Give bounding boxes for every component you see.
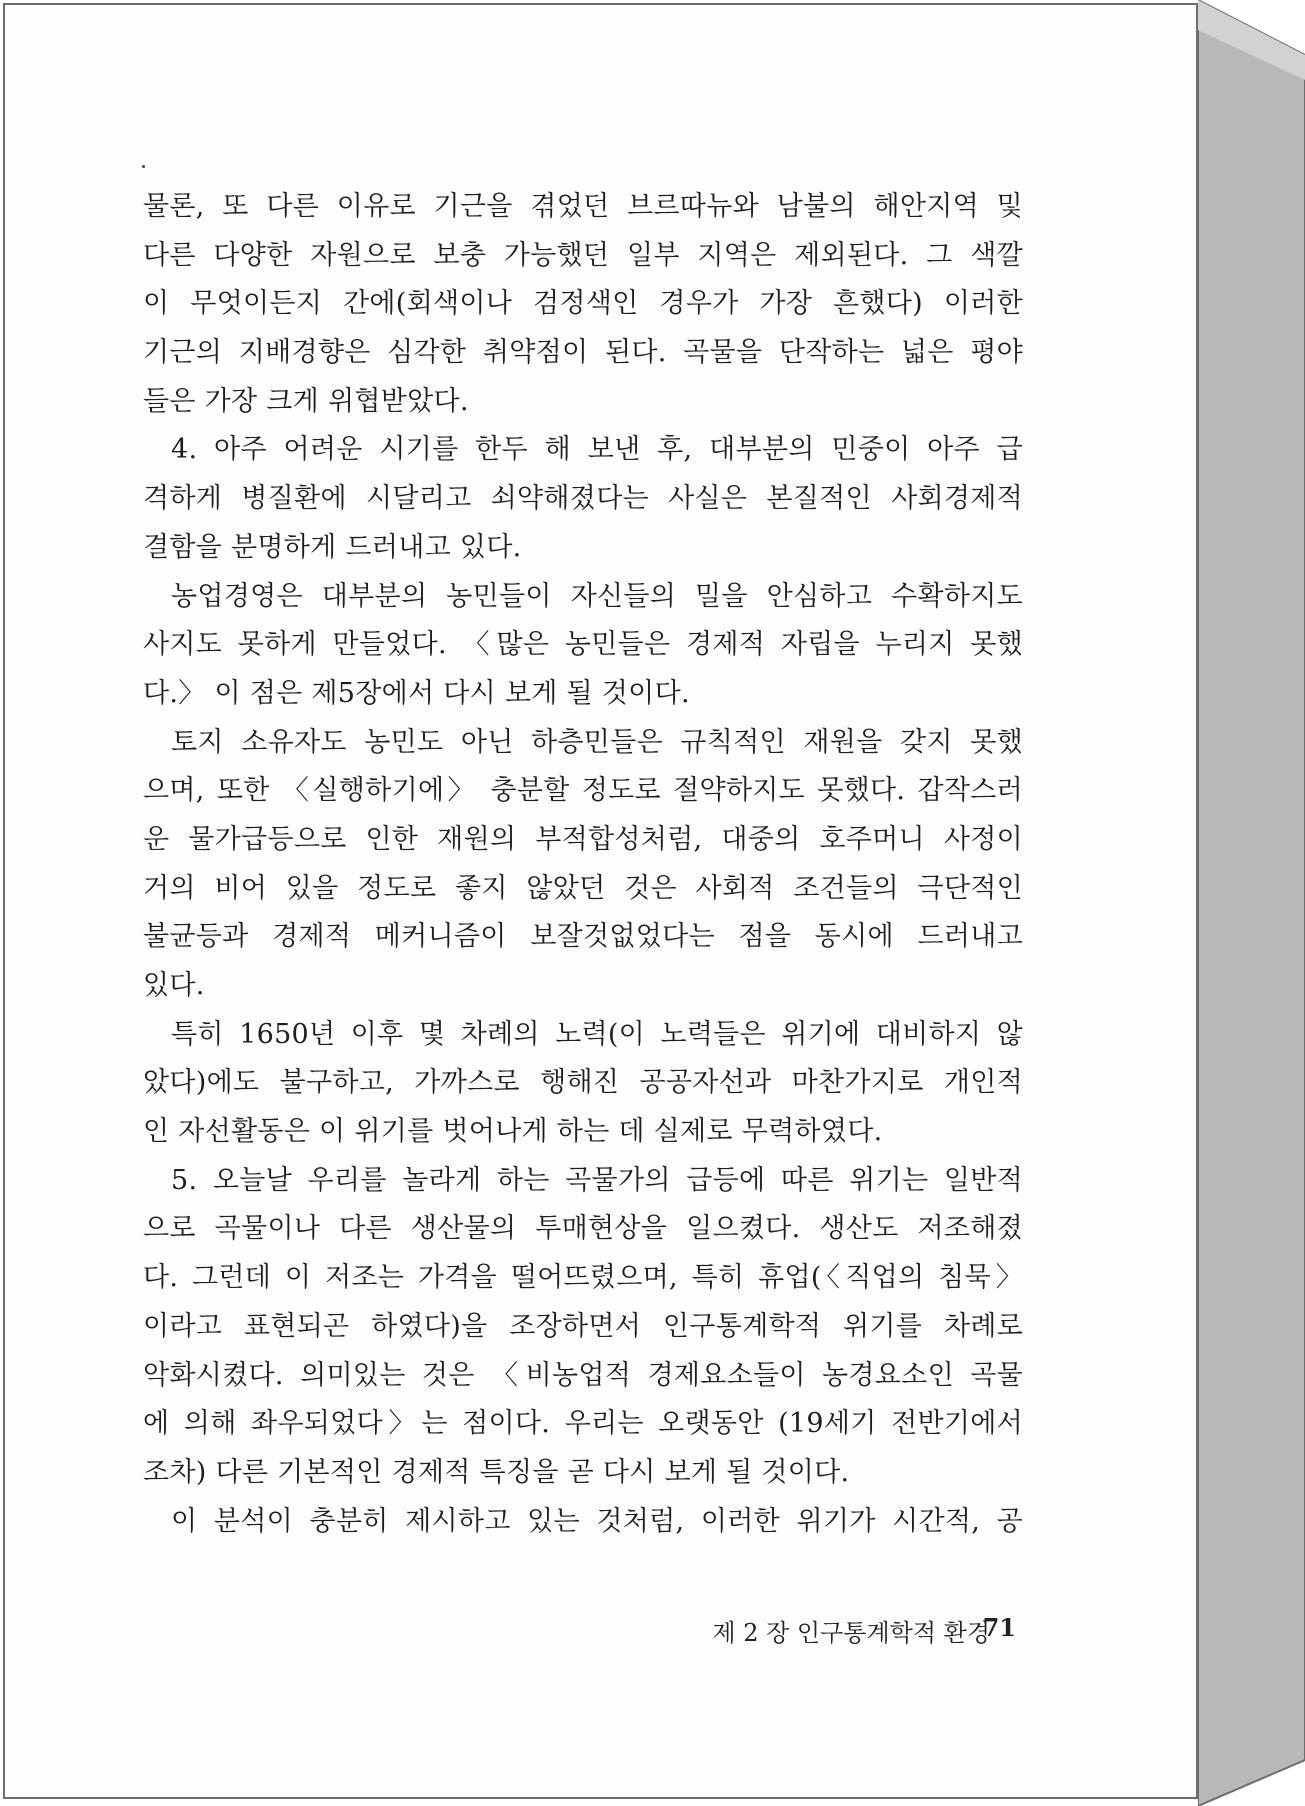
text-line: 불균등과 경제적 메커니즘이 보잘것없었다는 점을 동시에 드러내고: [143, 921, 1023, 953]
text-line: 거의 비어 있을 정도로 좋지 않았던 것은 사회적 조건들의 극단적인: [143, 872, 1023, 904]
body-text: [143, 183, 1023, 1546]
text-line: 사지도 못하게 만들었다. 〈많은 농민들은 경제적 자립을 누리지 못했: [143, 629, 1023, 661]
ink-dot: [142, 165, 145, 168]
text-line: 으로 곡물이나 다른 생산물의 투매현상을 일으켰다. 생산도 저조해졌: [143, 1213, 1023, 1245]
text-line: 농업경영은 대부분의 농민들이 자신들의 밀을 안심하고 수확하지도: [171, 580, 1023, 612]
text-line: 에 의해 좌우되었다〉는 점이다. 우리는 오랫동안 (19세기 전반기에서: [143, 1408, 1023, 1440]
text-line: 결함을 분명하게 드러내고 있다.: [143, 531, 522, 563]
text-line: 들은 가장 크게 위협받았다.: [143, 385, 469, 417]
text-line: 다. 그런데 이 저조는 가격을 떨어뜨렸으며, 특히 휴업(〈직업의 침묵〉: [143, 1262, 1023, 1294]
text-line: 다.〉 이 점은 제5장에서 다시 보게 될 것이다.: [143, 677, 690, 709]
text-line: 5. 오늘날 우리를 놀라게 하는 곡물가의 급등에 따른 위기는 일반적: [171, 1164, 1023, 1196]
page-edge-shadow: [1198, 0, 1305, 1806]
running-footer-chapter: 제 2 장 인구통계학적 환경: [712, 1619, 990, 1647]
page-sheet: [3, 3, 1198, 1799]
page-number: 71: [982, 1613, 1016, 1642]
page-footer: [5, 1613, 1200, 1653]
text-line: 4. 아주 어려운 시기를 한두 해 보낸 후, 대부분의 민중이 아주 급: [171, 434, 1023, 466]
text-line: 인 자선활동은 이 위기를 벗어나게 하는 데 실제로 무력하였다.: [143, 1116, 883, 1148]
text-line: 물론, 또 다른 이유로 기근을 겪었던 브르따뉴와 남불의 해안지역 및: [143, 191, 1023, 222]
text-line: 이 무엇이든지 간에(회색이나 검정색인 경우가 가장 흔했다) 이러한: [143, 288, 1023, 320]
text-line: 다른 다양한 자원으로 보충 가능했던 일부 지역은 제외된다. 그 색깔: [143, 239, 1023, 271]
text-line: 기근의 지배경향은 심각한 취약점이 된다. 곡물을 단작하는 넓은 평야: [143, 337, 1023, 369]
text-line: 격하게 병질환에 시달리고 쇠약해졌다는 사실은 본질적인 사회경제적: [143, 483, 1023, 515]
text-line: 으며, 또한 〈실행하기에〉 충분할 정도로 절약하지도 못했다. 갑작스러: [143, 775, 1023, 807]
text-line: 악화시켰다. 의미있는 것은 〈비농업적 경제요소들이 농경요소인 곡물: [143, 1359, 1023, 1391]
text-line: 조차) 다른 기본적인 경제적 특징을 곧 다시 보게 될 것이다.: [143, 1456, 850, 1488]
text-line: 있다.: [143, 970, 205, 1001]
text-line: 이라고 표현되곤 하였다)을 조장하면서 인구통계학적 위기를 차례로: [143, 1310, 1023, 1342]
text-line: 운 물가급등으로 인한 재원의 부적합성처럼, 대중의 호주머니 사정이: [143, 823, 1023, 855]
text-line: 이 분석이 충분히 제시하고 있는 것처럼, 이러한 위기가 시간적, 공: [171, 1505, 1023, 1537]
text-line: 았다)에도 불구하고, 가까스로 행해진 공공자선과 마찬가지로 개인적: [143, 1067, 1023, 1099]
text-line: 토지 소유자도 농민도 아닌 하층민들은 규칙적인 재원을 갖지 못했: [171, 726, 1023, 758]
text-line: 특히 1650년 이후 몇 차례의 노력(이 노력들은 위기에 대비하지 않: [171, 1018, 1023, 1050]
